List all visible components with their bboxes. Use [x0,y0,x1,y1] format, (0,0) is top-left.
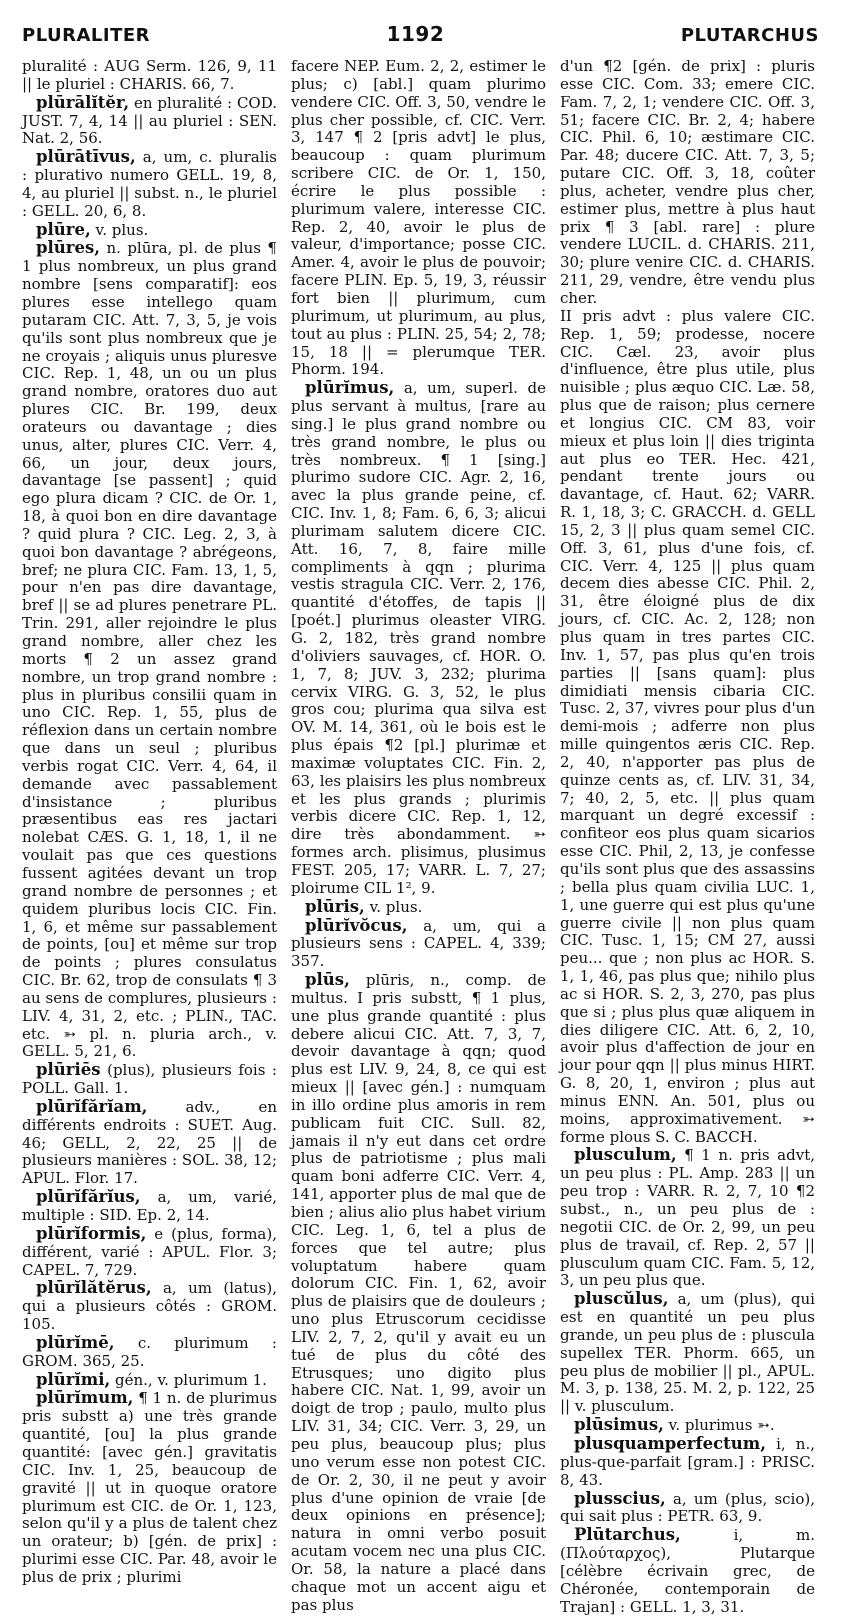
entry-headword: plūrātīvus, [36,147,136,167]
entry-headword: plūrālĭtĕr, [36,92,130,112]
entry-text: II pris advt : plus valere CIC. Rep. 1, 59; prodesse, nocere CIC. Cæl. 23, avoir plus d'influence, être plus utile, plus nuisible ; plus æquo CIC. Læ. 58, plus que de raison; plus cernere et longius CIC. CM 83, voir mieux et plus loin || dies triginta aut plus eo TER. Hec. 421, pendant trente jours ou davantage, cf. Haut. 62; VARR. R. 1, 18, 3; C. GRACCH. d. GELL 15, 2, 3 || plus quam semel CIC. Off. 3, 61, plus d'une fois, cf. CIC. Verr. 4, 125 || plus quam decem dies abesse CIC. Phil. 2, 31, être éloigné plus de dix jours, cf. CIC. Ac. 2, 128; non plus quam in tres partes CIC. Inv. 1, 57, pas plus qu'en trois parties || [sans quam]: plus dimidiati mensis cibaria CIC. Tusc. 2, 37, vivres pour plus d'un demi-mois ; adferre non plus mille quingentos æris CIC. Rep. 2, 40, n'apporter pas plus de quinze cents as, cf. LIV. 31, 34, 7; 40, 2, 5, etc. || plus quam marquant un degré excessif : confiteor eos plus quam sicarios esse CIC. Phil, 2, 13, je confesse qu'ils sont plus que des assassins ; bella plus quam civilia LUC. 1, 1, une guerre qui est plus qu'une guerre civile || non plus quam CIC. Tusc. 1, 15; CM 27, aussi peu... que ; non plus ac HOR. S. 1, 1, 46, pas plus que; nihilo plus ac si HOR. S. 2, 3, 270, pas plus que si ; plus plus quæ aliquem in dies diligere CIC. Att. 6, 2, 10, avoir plus d'affection de jour en jour pour qqn || plus minus HIRT. G. 8, 20, 1, environ ; plus aut minus ENN. An. 501, plus ou moins, approximativement. ➳ forme plous S. C. BACCH. [560,306,815,1146]
entry-text: a, um (plus), qui est en quantité un peu plus grande, un peu plus de : pluscula supellex TER. Phorm. 665, un peu plus de mobilier || pl., APUL. M. 3, p. 138, 25. M. 2, p. 122, 25 || v. plusculum. [560,1290,815,1416]
dictionary-entry [291,971,546,1614]
entry-text: pluralité : AUG Serm. 126, 9, 11 || le pluriel : CHARIS. 66, 7. [22,57,277,93]
dictionary-entry [22,1334,277,1371]
entry-text: c. plurimum : GROM. 365, 25. [22,1333,277,1370]
dictionary-entry [560,1526,815,1616]
entry-text: i, n., plus-que-parfait [gram.] : PRISC. 8, 43. [560,1434,815,1489]
entry-headword: plūrĭformis, [36,1223,147,1243]
entry-headword: plūriēs [36,1060,101,1080]
dictionary-entry [22,1061,277,1098]
entry-headword: plūres, [36,238,101,258]
dictionary-entry [560,1146,815,1290]
dictionary-entry [560,1435,815,1490]
dictionary-entry [291,58,546,379]
dictionary-entry [560,1490,815,1527]
entry-headword: pluscŭlus, [574,1289,669,1309]
entry-text: (plus), plusieurs fois : POLL. Gall. 1. [22,1061,277,1098]
dictionary-entry [22,1188,277,1225]
dictionary-entry [22,221,277,240]
entry-headword: plūrĭlătĕrus, [36,1278,152,1298]
entry-headword: plusquamperfectum, [574,1433,766,1453]
entry-text: ¶ 1 n. de plurimus pris substt a) une très grande quantité, [ou] la plus grande quantité: [avec gén.] gravitatis CIC. Inv. 1, 25, beaucoup de gravité || ut in quoque oratore plurimum est CIC. de Or. 1, 123, selon qu'il y a plus de talent chez un orateur; b) [gén. de prix] : plurimi esse CIC. Par. 48, avoir le plus de prix ; plurimi [22,1389,277,1586]
text-columns [22,57,819,1616]
entry-text: e (plus, forma), différent, varié : APUL. Flor. 3; CAPEL. 7, 729. [22,1224,277,1279]
entry-headword: plūrĭmus, [305,378,395,398]
entry-headword: plūrĭmi, [36,1369,111,1389]
page-header [22,22,819,58]
dictionary-entry [22,1225,277,1280]
dictionary-entry [22,1279,277,1334]
column-2 [291,57,546,1614]
dictionary-entry [22,239,277,1061]
entry-headword: plūsimus, [574,1415,664,1435]
entry-headword: plūrĭmum, [36,1388,134,1408]
entry-headword: plūris, [305,896,365,916]
dictionary-entry [22,1098,277,1188]
entry-text: plūris, n., comp. de multus. I pris substt, ¶ 1 plus, une plus grande quantité : plus debere alicui CIC. Att. 7, 3, 7, devoir davantage à qqn; quod plus est LIV. 9, 24, 8, ce qui est mieux || [avec gén.] : numquam in illo ordine plus amoris in rem publicam fuit CIC. Sull. 82, jamais il n'y eut dans cet ordre plus de patriotisme ; plus mali quam boni adferre CIC. Verr. 4, 141, apporter plus de mal que de bien ; alius alio plus habet virium CIC. Leg. 1, 6, tel a plus de forces que tel autre; plus voluptatum habere quam dolorum CIC. Fin. 1, 62, avoir plus de plaisirs que de douleurs ; uno plus Etruscorum cecidisse LIV. 2, 7, 2, qu'il y avait eu un tué de plus du côté des Etrusques; uno digito plus habere CIC. Nat. 1, 99, avoir un doigt de trop ; paulo, multo plus LIV. 31, 34; CIC. Verr. 3, 29, un peu plus, beaucoup plus; plus uno verum esse non potest CIC. de Or. 2, 30, il ne peut y avoir plus d'une opinion de vraie [de deux opinions en présence]; natura in omni verbo posuit acutam vocem nec una plus CIC. Or. 58, la nature a placé dans chaque mot un accent aigu et pas plus [291,971,546,1614]
entry-headword: plusculum, [574,1145,677,1165]
dictionary-entry [291,898,546,917]
entry-text: d'un ¶2 [gén. de prix] : pluris esse CIC. Com. 33; emere CIC. Fam. 7, 2, 1; vendere CIC. Off. 3, 51; facere CIC. Br. 2, 4; habere CIC. Phil. 6, 10; æstimare CIC. Par. 48; ducere CIC. Att. 7, 3, 5; putare CIC. Off. 3, 18, coûter plus, acheter, vendre plus cher, estimer plus, mettre à plus haut prix ¶ 3 [abl. rare] : plure vendere LUCIL. d. CHARIS. 211, 30; plure venire CIC. d. CHARIS. 211, 29, vendre, être vendu plus cher. [560,57,815,307]
dictionary-entry [560,1416,815,1435]
dictionary-entry [22,94,277,149]
dictionary-entry [22,148,277,220]
entry-text: en pluralité : COD. JUST. 7, 4, 14 || au pluriel : SEN. Nat. 2, 56. [22,93,277,148]
entry-headword: plūs, [305,970,350,990]
column-3 [560,57,815,1616]
dictionary-entry [22,1389,277,1586]
entry-headword: plūrĭfărĭus, [36,1187,141,1207]
entry-text: gén., v. plurimum 1. [115,1370,267,1389]
entry-text: a, um (latus), qui a plusieurs côtés : GROM. 105. [22,1279,277,1334]
entry-text: ¶ 1 n. pris advt, un peu plus : PL. Amp. 283 || un peu trop : VARR. R. 2, 7, 10 ¶2 subst., n., un peu plus de : negotii CIC. de Or. 2, 99, un peu plus de travail, cf. Rep. 2, 57 || plusculum quam CIC. Fam. 5, 12, 3, un peu plus que. [560,1146,815,1290]
dictionary-entry [22,58,277,94]
entry-text: facere NEP. Eum. 2, 2, estimer le plus; c) [abl.] quam plurimo vendere CIC. Off. 3, 50, vendre le plus cher possible, cf. CIC. Verr. 3, 147 ¶ 2 [pris advt] le plus, beaucoup : quam plurimum scribere CIC. de Or. 1, 150, écrire le plus possible : plurimum valere, interesse CIC. Rep. 2, 40, avoir le plus de valeur, d'importance; posse CIC. Amer. 4, avoir le plus de pouvoir; facere PLIN. Ep. 5, 19, 3, réussir fort bien || plurimum, cum plurimum, ut plurimum, au plus, tout au plus : PLIN. 25, 54; 2, 78; 15, 18 || = plerumque TER. Phorm. 194. [291,57,546,379]
entry-text: a, um, c. pluralis : plurativo numero GELL. 19, 8, 4, au pluriel || subst. n., le pluriel : GELL. 20, 6, 8. [22,148,277,220]
entry-text: v. plus. [95,220,149,239]
entry-headword: plusscius, [574,1488,666,1508]
entry-text: a, um, superl. de plus servant à multus, [rare au sing.] le plus grand nombre ou très grand nombre, le plus ou très nombreux. ¶ 1 [sing.] plurimo sudore CIC. Agr. 2, 16, avec la plus grande peine, cf. CIC. Inv. 1, 8; Fam. 6, 6, 3; alicui plurimam salutem dicere CIC. Att. 16, 7, 8, faire mille compliments à qqn ; plurima vestis stragula CIC. Verr. 2, 176, quantité d'étoffes, de tapis || [poét.] plurimus oleaster VIRG. G. 2, 182, très grand nombre d'oliviers sauvages, cf. HOR. O. 1, 7, 8; JUV. 3, 232; plurima cervix VIRG. G. 3, 52, le plus gros cou; plurima qua silva est OV. M. 14, 361, où le bois est le plus épais ¶2 [pl.] plurimæ et maximæ voluptates CIC. Fin. 2, 63, les plaisirs les plus nombreux et les plus grands ; plurimis verbis dicere CIC. Rep. 1, 12, dire très abondamment. ➳ formes arch. plisimus, plusimus FEST. 205, 17; VARR. L. 7, 27; ploirume CIL 1², 9. [291,379,546,897]
entry-headword: Plūtarchus, [574,1525,681,1545]
dictionary-entry [560,1290,815,1416]
entry-text: a, um, qui a plusieurs sens : CAPEL. 4, 339; 357. [291,916,546,971]
entry-headword: plūrĭfărĭam, [36,1096,148,1116]
entry-headword: plūre, [36,219,91,239]
dictionary-entry [291,917,546,972]
dictionary-entry [560,308,815,1147]
entry-text: a, um, varié, multiple : SID. Ep. 2, 14. [22,1188,277,1224]
page-number: 1192 [386,22,445,46]
column-1 [22,57,277,1586]
entry-headword: plūrĭmē, [36,1332,115,1352]
entry-headword: plūrĭvŏcus, [305,915,408,935]
entry-text: v. plurimus ➳. [668,1416,775,1435]
running-head-left: PLURALITER [22,25,151,46]
entry-text: n. plūra, pl. de plus ¶ 1 plus nombreux, un plus grand nombre [sens comparatif]: eos plures esse intellego quam putaram CIC. Att. 7, 3, 5, je vois qu'ils sont plus nombreux que je ne croyais ; aliquis unus pluresve CIC. Rep. 1, 48, un ou un plus grand nombre, oratores duo aut plures CIC. Br. 199, deux orateurs ou davantage ; dies unus, alter, plures CIC. Verr. 4, 66, un jour, deux jours, davantage [se passent] ; quid ego plura dicam ? CIC. de Or. 1, 18, à quoi bon en dire davantage ? quid plura ? CIC. Leg. 2, 3, à quoi bon davantage ? abrégeons, bref; ne plura CIC. Fam. 13, 1, 5, pour n'en pas dire davantage, bref || se ad plures penetrare PL. Trin. 291, aller rejoindre le plus grand nombre, aller chez les morts ¶ 2 un assez grand nombre, un trop grand nombre : plus in pluribus consilii quam in uno CIC. Rep. 1, 55, plus de réflexion dans un certain nombre que dans un seul ; pluribus verbis rogat CIC. Verr. 4, 64, il demande avec passablement d'insistance ; pluribus præsentibus eas res jactari nolebat CÆS. G. 1, 18, 1, il ne voulait pas que ces questions fussent agitées devant un trop grand nombre de personnes ; et quidem pluribus locis CIC. Fin. 1, 6, et même sur passablement de points, [ou] et même sur trop de points ; plures consulatus CIC. Br. 62, trop de consulats ¶ 3 au sens de complures, plusieurs : LIV. 4, 31, 2, etc. ; PLIN., TAC. etc. ➳ pl. n. pluria arch., v. GELL. 5, 21, 6. [22,239,277,1061]
dictionary-entry [560,58,815,308]
running-head-right: PLUTARCHUS [680,25,819,46]
dictionary-entry [22,1371,277,1390]
entry-text: v. plus. [369,897,423,916]
entry-text: a, um (plus, scio), qui sait plus : PETR. 63, 9. [560,1489,815,1526]
entry-text: i, m. (Πλούταρχος), Plutarque [célèbre écrivain grec, de Chéronée, contemporain de Trajan] : GELL. 1, 3, 31. [560,1526,815,1616]
entry-text: adv., en différents endroits : SUET. Aug. 46; GELL, 2, 22, 25 || de plusieurs manières : SOL. 38, 12; APUL. Flor. 17. [22,1097,277,1188]
dictionary-entry [291,379,546,897]
